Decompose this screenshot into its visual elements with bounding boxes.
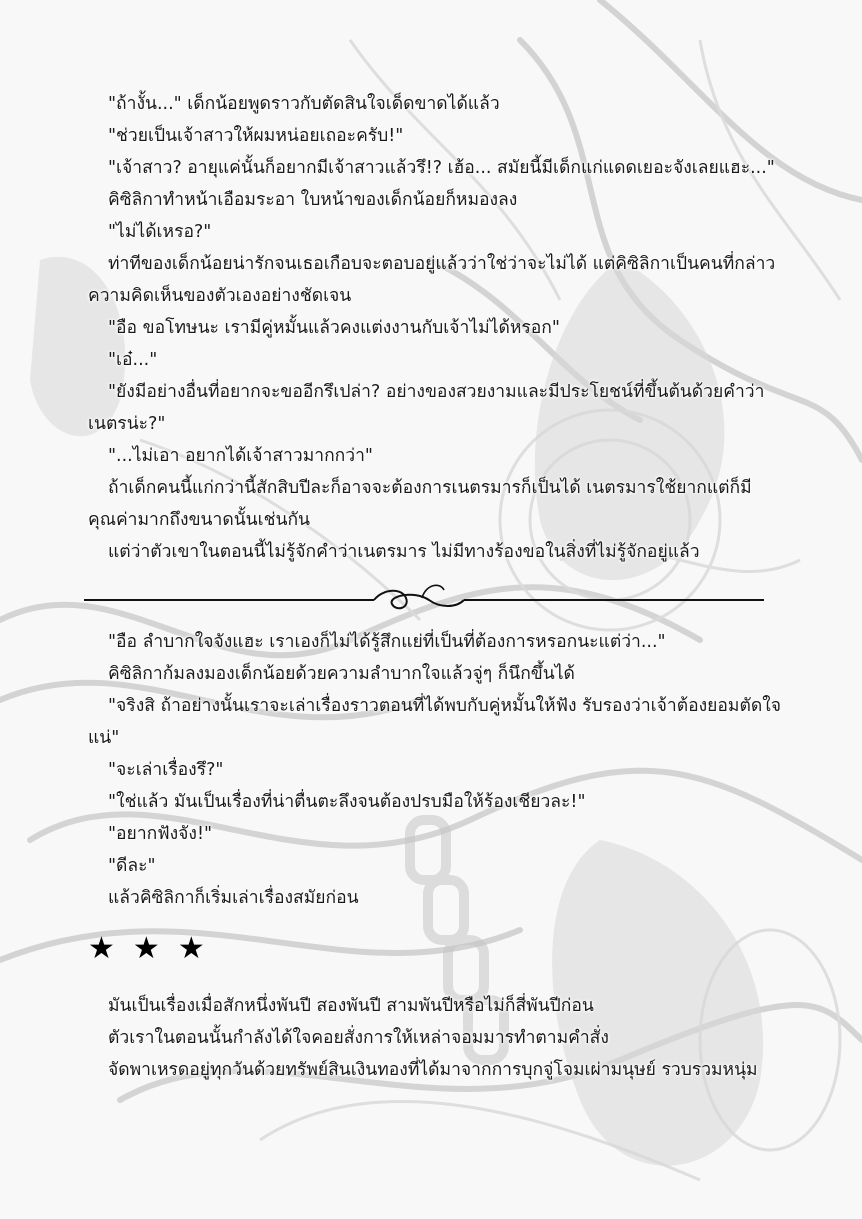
paragraph-line: "อือ ขอโทษนะ เรามีคู่หมั้นแล้วคงแต่งงานกับเจ้าไม่ได้หรอก" xyxy=(108,318,560,338)
section-1 xyxy=(88,88,778,568)
star-icon: ★ xyxy=(88,931,115,966)
paragraph-line: มันเป็นเรื่องเมื่อสักหนึ่งพันปี สองพันปี สามพันปีหรือไม่ก็สี่พันปีก่อน xyxy=(108,996,594,1016)
paragraph-line: "อือ ลำบากใจจังแฮะ เราเองก็ไม่ได้รู้สึกแย่ที่เป็นที่ต้องการหรอกนะแต่ว่า..." xyxy=(108,632,666,652)
paragraph-line: "จริงสิ ถ้าอย่างนั้นเราจะเล่าเรื่องราวตอนที่ได้พบกับคู่หมั้นให้ฟัง รับรองว่าเจ้าต้องยอมตัดใจ xyxy=(108,696,781,716)
paragraph-line: "เอ๋..." xyxy=(108,350,158,370)
paragraph-line: แน่" xyxy=(88,728,120,748)
paragraph-line: ท่าทีของเด็กน้อยน่ารักจนเธอเกือบจะตอบอยู่แล้วว่าใช่ว่าจะไม่ได้ แต่คิซิลิกาเป็นคนที่กล่าว xyxy=(108,254,776,274)
paragraph-line: คิซิลิกาก้มลงมองเด็กน้อยด้วยความลำบากใจแล้วจู่ๆ ก็นึกขึ้นได้ xyxy=(108,664,575,684)
star-icon: ★ xyxy=(177,931,205,966)
paragraph-line: แต่ว่าตัวเขาในตอนนี้ไม่รู้จักคำว่าเนตรมาร ไม่มีทางร้องขอในสิ่งที่ไม่รู้จักอยู่แล้ว xyxy=(108,542,700,562)
paragraph-line: คิซิลิกาทำหน้าเอือมระอา ใบหน้าของเด็กน้อยก็หมองลง xyxy=(108,190,518,210)
section-2 xyxy=(88,626,781,914)
paragraph-line: ตัวเราในตอนนั้นกำลังได้ใจคอยสั่งการให้เหล่าจอมมารทำตามคำสั่ง xyxy=(108,1028,609,1048)
paragraph-line: "ถ้างั้น..." เด็กน้อยพูดราวกับตัดสินใจเด็ดขาดได้แล้ว xyxy=(108,94,500,114)
paragraph-line: คุณค่ามากถึงขนาดนั้นเช่นกัน xyxy=(88,510,310,530)
paragraph-line: "อยากฟังจัง!" xyxy=(108,824,213,844)
flourish-divider-icon xyxy=(84,578,774,622)
paragraph-line: "เจ้าสาว? อายุแค่นั้นก็อยากมีเจ้าสาวแล้วรึ!? เฮ้อ... สมัยนี้มีเด็กแก่แดดเยอะจังเลยแฮะ..." xyxy=(108,158,775,178)
paragraph-line: ถ้าเด็กคนนี้แก่กว่านี้สักสิบปีละก็อาจจะต้องการเนตรมารก็เป็นได้ เนตรมารใช้ยากแต่ก็มี xyxy=(108,478,752,498)
paragraph-line: "ไม่ได้เหรอ?" xyxy=(108,222,212,242)
paragraph-line: "...ไม่เอา อยากได้เจ้าสาวมากกว่า" xyxy=(108,446,373,466)
paragraph-line: "ดีละ" xyxy=(108,856,156,876)
paragraph-line: "จะเล่าเรื่องรึ?" xyxy=(108,760,224,780)
star-icon: ★ xyxy=(132,931,160,966)
paragraph-line: "ยังมีอย่างอื่นที่อยากจะขออีกรึเปล่า? อย่างของสวยงามและมีประโยชน์ที่ขึ้นต้นด้วยคำว่า xyxy=(108,382,765,402)
ornamental-divider xyxy=(88,578,778,622)
scene-break-stars xyxy=(88,932,778,966)
paragraph-line: ความคิดเห็นของตัวเองอย่างชัดเจน xyxy=(88,286,352,306)
paragraph-line: แล้วคิซิลิกาก็เริ่มเล่าเรื่องสมัยก่อน xyxy=(108,888,359,908)
text-body xyxy=(88,88,781,1086)
paragraph-line: เนตรน่ะ?" xyxy=(88,414,166,434)
paragraph-line: "ช่วยเป็นเจ้าสาวให้ผมหน่อยเถอะครับ!" xyxy=(108,126,404,146)
paragraph-line: "ใช่แล้ว มันเป็นเรื่องที่น่าตื่นตะลึงจนต้องปรบมือให้ร้องเชียวละ!" xyxy=(108,792,586,812)
section-3 xyxy=(88,990,778,1086)
paragraph-line: จัดพาเหรดอยู่ทุกวันด้วยทรัพย์สินเงินทองที่ได้มาจากการบุกจู่โจมเผ่ามนุษย์ รวบรวมหนุ่ม xyxy=(108,1060,758,1080)
